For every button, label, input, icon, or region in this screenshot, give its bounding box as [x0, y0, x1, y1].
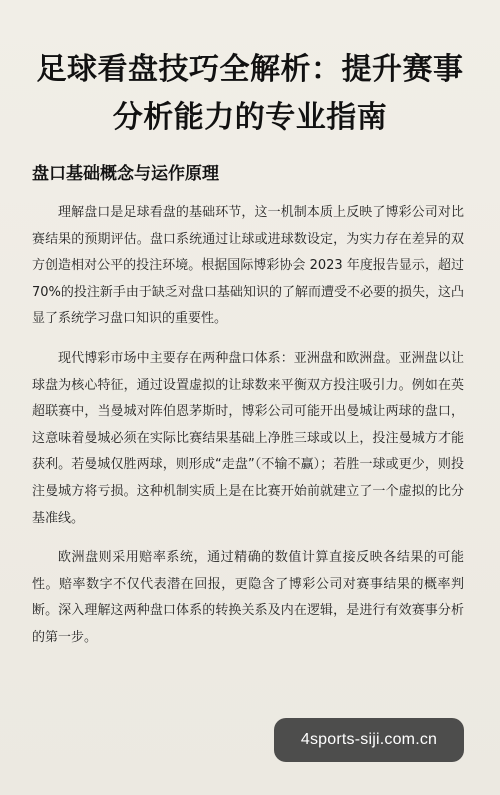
article-body — [32, 200, 464, 665]
article-paragraph: 欧洲盘则采用赔率系统，通过精确的数值计算直接反映各结果的可能性。赔率数字不仅代表潜在回报，更隐含了博彩公司对赛事结果的概率判断。深入理解这两种盘口体系的转换关系及内在逻辑，是进行有效赛事分析的第一步。 — [32, 550, 464, 645]
site-watermark: 4sports-siji.com.cn — [274, 718, 464, 762]
article-paragraph: 现代博彩市场中主要存在两种盘口体系：亚洲盘和欧洲盘。亚洲盘以让球盘为核心特征，通过设置虚拟的让球数来平衡双方投注吸引力。例如在英超联赛中，当曼城对阵伯恩茅斯时，博彩公司可能开出曼城让两球的盘口，这意味着曼城必须在实际比赛结果基础上净胜三球或以上，投注曼城方才能获利。若曼城仅胜两球，则形成“走盘”（不输不赢）；若胜一球或更少，则投注曼城方将亏损。这种机制实质上是在比赛开始前就建立了一个虚拟的比分基准线。 — [32, 350, 464, 526]
article-title: 足球看盘技巧全解析：提升赛事分析能力的专业指南 — [36, 52, 464, 135]
article-paragraph: 理解盘口是足球看盘的基础环节，这一机制本质上反映了博彩公司对比赛结果的预期评估。盘口系统通过让球或进球数设定，为实力存在差异的双方创造相对公平的投注环境。根据国际博彩协会 2023 年度报告显示，超过 70%的投注新手由于缺乏对盘口基础知识的了解而遭受不必要的损失，这凸显了系统学习盘口知识的重要性。 — [32, 205, 464, 327]
section-heading: 盘口基础概念与运作原理 — [32, 164, 219, 184]
